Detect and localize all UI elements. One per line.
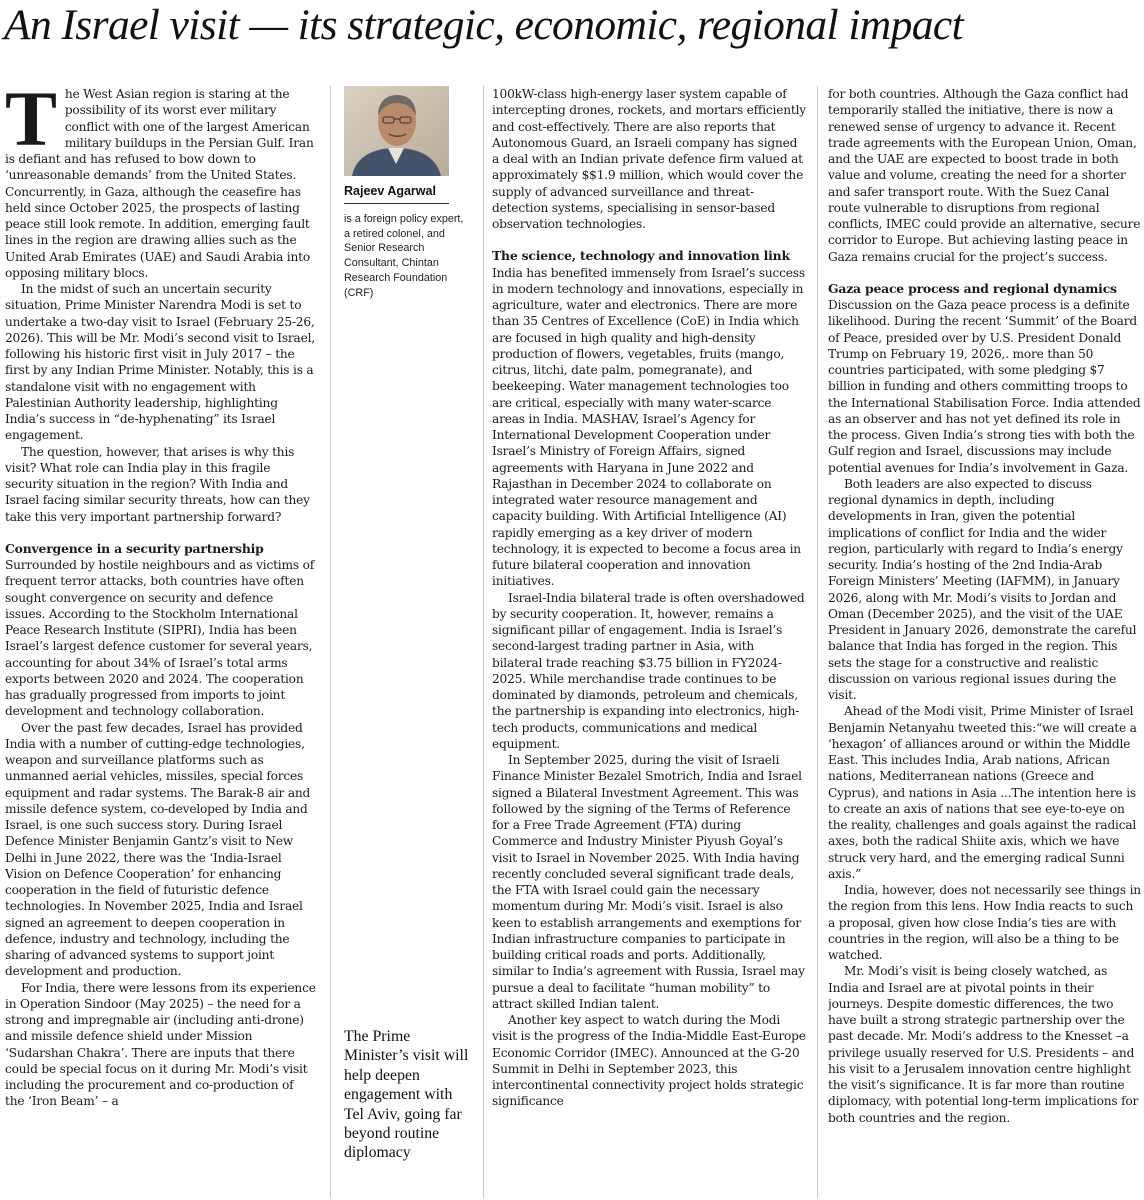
article-paragraph: Another key aspect to watch during the Modi visit is the progress of the India-Middle East-Europe Economic Corridor (IMEC). Announced at the G-20 Summit in Delhi in September 2023, this intercontinental connectivity project holds strategic significance — [492, 1013, 806, 1109]
article-paragraph: for both countries. Although the Gaza conflict had temporarily stalled the initiative, there is now a renewed sense of urgency to advance it. Recent trade agreements with the European Union, Oman, and the UAE are expected to boost trade in both value and volume, creating the need for a shorter and safer transport route. With the Suez Canal route vulnerable to disruptions from regional conflicts, IMEC could provide an alternative, secure corridor to Europe. But achieving lasting peace in Gaza remains crucial for the project’s success. — [828, 87, 1141, 264]
article-paragraph: Both leaders are also expected to discuss regional dynamics in depth, including developments in Iran, given the potential implications of conflict for India and the wider region, particularly with regard to India’s energy security. India’s hosting of the 2nd India-Arab Foreign Ministers’ Meeting (IAFMM), in January 2026, along with Mr. Modi’s visits to Jordan and Oman (December 2025), and the visit of the UAE President in January 2026, demonstrate the careful balance that India has forged in the region. This sets the stage for a constructive and realistic discussion on various regional issues during the visit. — [828, 476, 1137, 702]
section-heading: Gaza peace process and regional dynamics — [828, 280, 1117, 296]
article-paragraph: Discussion on the Gaza peace process is a definite likelihood. During the recent ‘Summit’ of the Board of Peace, presided over by U.S. President Donald Trump on February 19, 2026,. more than 50 countries participated, with some pledging $7 billion in funding and others committing troops to the International Stabilisation Force. India attended as an observer and has not yet defined its role in the process. Given India’s strong ties with both the Gulf region and Israel, discussions may include potential avenues for India’s involvement in Gaza. — [828, 298, 1141, 475]
article-paragraph: In the midst of such an uncertain security situation, Prime Minister Narendra Modi is set to undertake a two-day visit to Israel (February 25-26, 2026). This will be Mr. Modi’s second visit to Israel, following his historic first visit in July 2017 – the first by any Indian Prime Minister. Notably, this is a standalone visit with no engagement with Palestinian Authority leadership, highlighting India’s success in “de-hyphenating” its Israel engagement. — [5, 282, 315, 443]
author-photo — [344, 86, 449, 176]
article-paragraph: 100kW-class high-energy laser system capable of intercepting drones, rockets, and mortars efficiently and cost-effectively. There are also reports that Autonomous Guard, an Israeli company has signed a deal with an Indian private defence firm valued at approximately $$1.9 million, which would cover the supply of advanced surveillance and threat-detection systems, specialising in sensor-based observation technologies. — [492, 87, 806, 231]
drop-cap: T — [5, 86, 57, 162]
article-paragraph: Ahead of the Modi visit, Prime Minister of Israel Benjamin Netanyahu tweeted this:“we will create a ‘hexagon’ of alliances around or within the Middle East. This includes India, Arab nations, African nations, Mediterranean nations (Greece and Cyprus), and nations in Asia ...The intention here is to create an axis of nations that see eye-to-eye on the reality, challenges and goals against the radical axes, both the radical Shiite axis, which we have struck very hard, and the emerging radical Sunni axis.” — [828, 704, 1137, 881]
section-heading: Convergence in a security partnership — [5, 540, 264, 556]
headline: An Israel visit — its strategic, economic, regional impact — [4, 1, 964, 49]
section-heading: The science, technology and innovation link — [492, 248, 790, 264]
column-divider — [483, 86, 484, 1198]
article-column-3 — [492, 86, 807, 1198]
article-paragraph: The question, however, that arises is why this visit? What role can India play in this fragile security situation in the region? With India and Israel facing similar security threats, how can they take this very important partnership forward? — [5, 444, 310, 524]
column-divider — [817, 86, 818, 1198]
article-paragraph: India has benefited immensely from Israel’s success in modern technology and innovations, especially in agriculture, water and electronics. There are more than 35 Centres of Excellence (CoE) in India which are focused in high quality and high-density production of flowers, vegetables, fruits (mango, citrus, litchi, date palm, pomegranate), and beekeeping. Water management technologies too are critical, especially with many water-scarce areas in India. MASHAV, Israel’s Agency for International Development Cooperation under Israel’s Ministry of Foreign Affairs, signed agreements with Haryana in June 2022 and Rajasthan in December 2024 to collaborate on integrated water resource management and capacity building. With Artificial Intelligence (AI) rapidly emerging as a key driver of modern technology, it is expected to become a focus area in future bilateral cooperation and innovation initiatives. — [492, 265, 805, 589]
article-paragraph: Over the past few decades, Israel has provided India with a number of cutting-edge technologies, weapon and surveillance platforms such as unmanned aerial vehicles, missiles, special forces equipment and radar systems. The Barak-8 air and missile defence system, co-developed by India and Israel, is one such success story. During Israel Defence Minister Benjamin Gantz’s visit to New Delhi in June 2022, there was the ‘India-Israel Vision on Defence Cooperation’ for enhancing cooperation in the field of futuristic defence technologies. In November 2025, India and Israel signed an agreement to deepen cooperation in defence, industry and technology, including the sharing of advanced systems to support joint development and production. — [5, 720, 311, 979]
article-paragraph: For India, there were lessons from its experience in Operation Sindoor (May 2025) – the need for a strong and impregnable air (including anti-drone) and missile defence shield under Mission ‘Sudarshan Chakra’. There are inputs that there could be special focus on it during Mr. Modi’s visit including the procurement and co-production of the ‘Iron Beam’ – a — [5, 980, 316, 1109]
author-name: Rajeev Agarwal — [344, 184, 449, 204]
article-paragraph: Mr. Modi’s visit is being closely watched, as India and Israel are at pivotal points in their journeys. Despite domestic differences, the two have built a strong strategic partnership over the past decade. Mr. Modi’s address to the Knesset –a privilege usually reserved for U.S. Presidents – and his visit to a Jerusalem innovation centre highlight the visit’s significance. It is far more than routine diplomacy, with potential long-term implications for both countries and the region. — [828, 964, 1139, 1125]
article-column-1 — [5, 86, 316, 1198]
column-divider — [330, 86, 331, 1198]
article-paragraph: The West Asian region is staring at the possibility of its worst ever military conflict with one of the largest American military buildups in the Persian Gulf. Iran is defiant and has refused to bow down to ‘unreasonable demands’ from the United States. Concurrently, in Gaza, although the ceasefire has held since October 2025, the prospects of lasting peace still look remote. In addition, emerging fault lines in the region are drawing allies such as the United Arab Emirates (UAE) and Saudi Arabia into opposing military blocs. — [5, 86, 314, 280]
author-bio: is a foreign policy expert, a retired colonel, and Senior Research Consultant, Chintan Research Foundation (CRF) — [344, 213, 464, 299]
article-paragraph: In September 2025, during the visit of Israeli Finance Minister Bezalel Smotrich, India and Israel signed a Bilateral Investment Agreement. This was followed by the signing of the Terms of Reference for a Free Trade Agreement (FTA) during Commerce and Industry Minister Piyush Goyal’s visit to Israel in November 2025. With India having recently concluded several significant trade deals, the FTA with Israel could gain the necessary momentum during Mr. Modi’s visit. Israel is also keen to establish arrangements and exemptions for Indian infrastructure companies to participate in building critical roads and ports. Additionally, similar to India’s agreement with Russia, Israel may pursue a deal to facilitate “human mobility” to attract skilled Indian talent. — [492, 753, 805, 1011]
article-paragraph: Surrounded by hostile neighbours and as victims of frequent terror attacks, both countries have often sought convergence on security and defence issues. According to the Stockholm International Peace Research Institute (SIPRI), India has been Israel’s largest defence customer for several years, accounting for about 34% of Israel’s total arms exports between 2020 and 2024. The cooperation has gradually progressed from imports to joint development and technology collaboration. — [5, 558, 315, 719]
pull-quote: The Prime Minister’s visit will help deepen engagement with Tel Aviv, going far beyond routine diplomacy — [344, 1028, 469, 1162]
article-paragraph: India, however, does not necessarily see things in the region from this lens. How India reacts to such a proposal, given how close India’s ties are with countries in the region, will also be a thing to be watched. — [828, 883, 1141, 962]
article-paragraph: Israel-India bilateral trade is often overshadowed by security cooperation. It, however, remains a significant pillar of engagement. India is Israel’s second-largest trading partner in Asia, with bilateral trade reaching $3.75 billion in FY2024-2025. While merchandise trade continues to be dominated by diamonds, petroleum and chemicals, the partnership is expanding into electronics, high-tech products, communications and medical equipment. — [492, 590, 805, 751]
author-box — [344, 86, 472, 300]
article-column-4 — [828, 86, 1141, 1198]
